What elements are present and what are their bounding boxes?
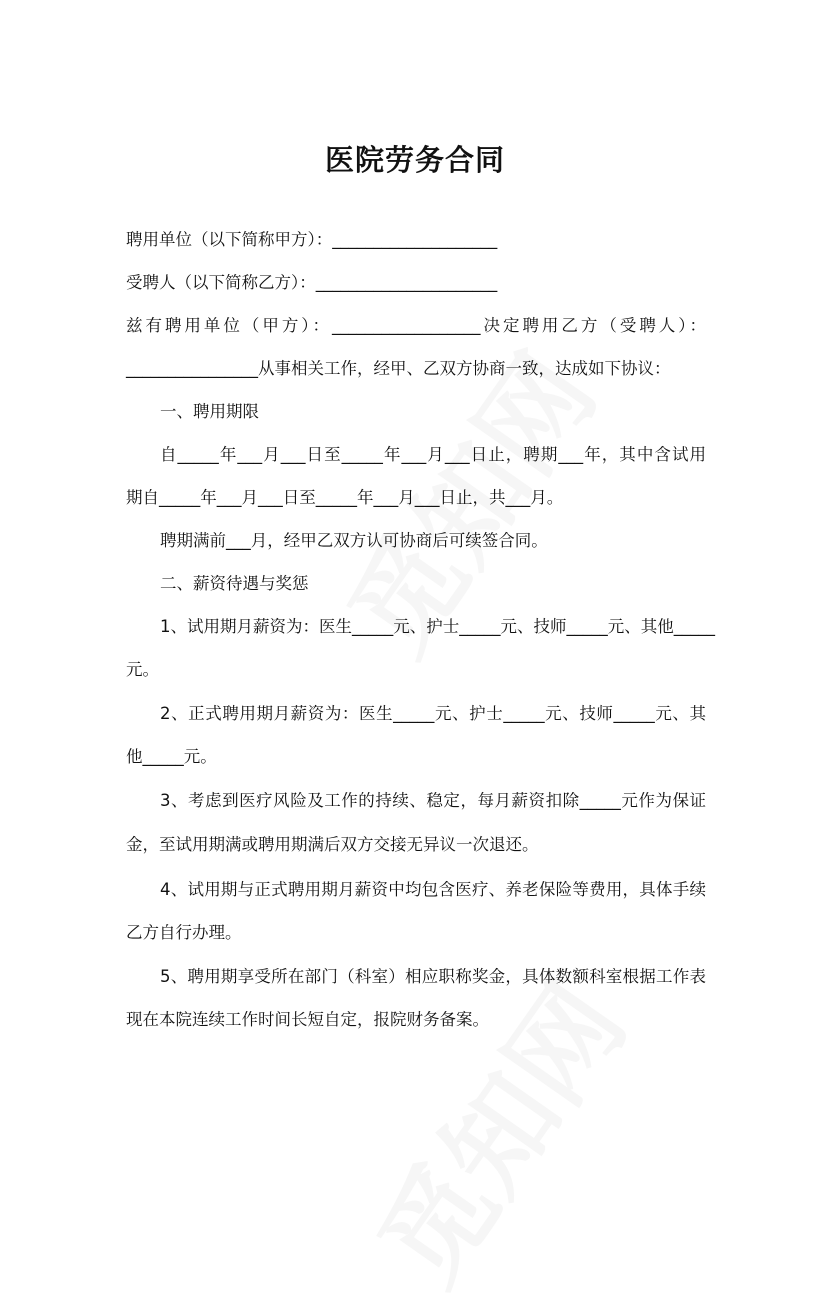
- text-line: 元。: [126, 660, 159, 679]
- text-line: 一、聘用期限: [160, 402, 259, 421]
- text-line: 2、正式聘用期月薪资为：医生_____元、护士_____元、技师_____元、其: [160, 704, 706, 723]
- text-line: ________________从事相关工作，经甲、乙双方协商一致，达成如下协议：: [126, 359, 671, 378]
- text-line: 聘期满前___月，经甲乙双方认可协商后可续签合同。: [160, 531, 548, 550]
- text-line: 乙方自行办理。: [126, 923, 242, 942]
- text-line: 1、试用期月薪资为：医生_____元、护士_____元、技师_____元、其他_____: [160, 617, 715, 636]
- text-line: 受聘人（以下简称乙方）：______________________: [126, 273, 498, 292]
- text-line: 期自_____年___月___日至_____年___月___日止，共___月。: [126, 488, 564, 507]
- text-line: 5、聘用期享受所在部门（科室）相应职称奖金，具体数额科室根据工作表: [160, 967, 706, 986]
- document-title: 医院劳务合同: [324, 143, 505, 177]
- text-line: 4、试用期与正式聘用期月薪资中均包含医疗、养老保险等费用，具体手续: [160, 880, 706, 899]
- text-line: 自_____年___月___日至_____年___月___日止，聘期___年，其中含试用: [160, 445, 706, 464]
- watermark: [336, 949, 655, 1309]
- text-line: 3、考虑到医疗风险及工作的持续、稳定，每月薪资扣除_____元作为保证: [160, 791, 706, 810]
- text-line: 兹有聘用单位（甲方）：__________________决定聘用乙方（受聘人）：: [126, 316, 706, 335]
- text-line: 金，至试用期满或聘用期满后双方交接无异议一次退还。: [126, 835, 539, 854]
- text-line: 二、薪资待遇与奖惩: [160, 574, 309, 593]
- text-line: 现在本院连续工作时间长短自定，报院财务备案。: [126, 1010, 489, 1029]
- text-line: 他_____元。: [126, 747, 217, 766]
- text-line: 聘用单位（以下简称甲方）：____________________: [126, 230, 498, 249]
